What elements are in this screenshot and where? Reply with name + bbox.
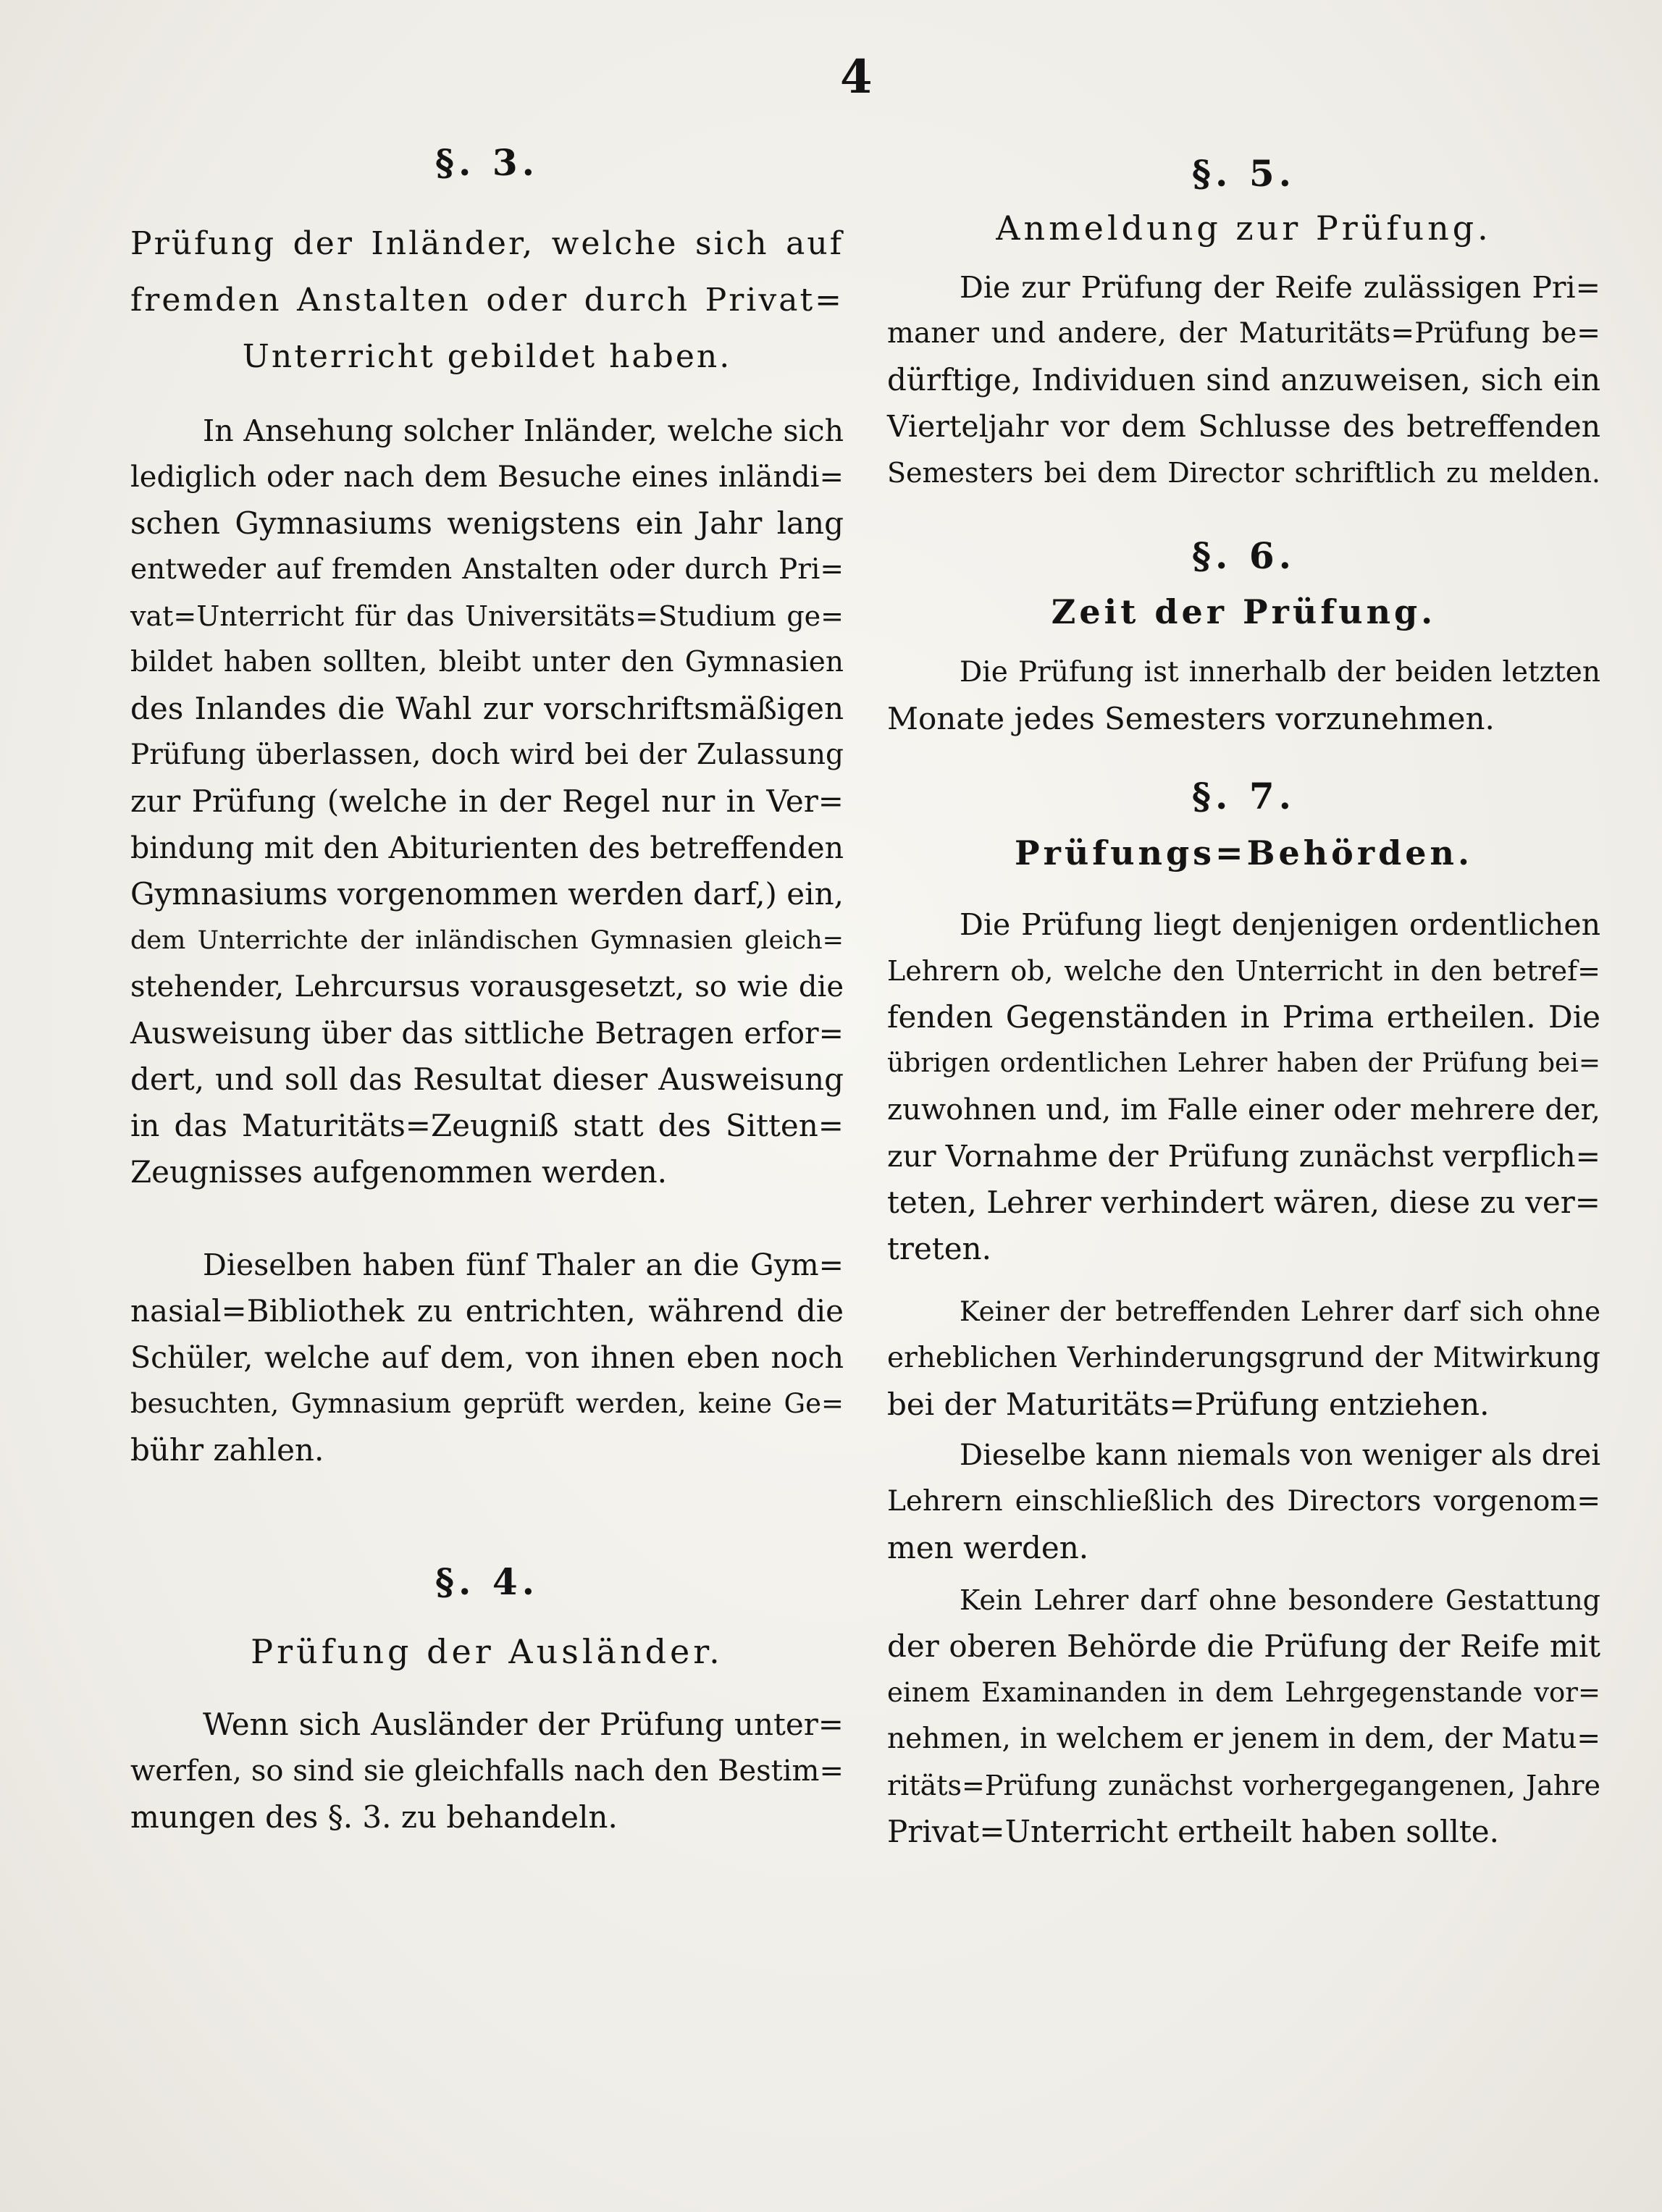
text-line: fenden Gegenständen in Prima ertheilen. Die bbox=[887, 999, 1600, 1035]
text-line: Lehrern ob, welche den Unterricht in den betref= bbox=[887, 955, 1600, 987]
text-line: bei der Maturitäts=Prüfung entziehen. bbox=[887, 1387, 1490, 1422]
text-line: besuchten, Gymnasium geprüft werden, keine Ge= bbox=[130, 1388, 844, 1419]
text-line: Kein Lehrer darf ohne besondere Gestattung bbox=[960, 1584, 1600, 1616]
section-7-paragraph-2 bbox=[887, 1289, 1600, 1428]
text-line: zuwohnen und, im Falle einer oder mehrere der, bbox=[887, 1093, 1600, 1127]
text-line: Die zur Prüfung der Reife zulässigen Pri= bbox=[960, 270, 1600, 305]
text-line: bühr zahlen. bbox=[130, 1432, 324, 1468]
text-line: Monate jedes Semesters vorzunehmen. bbox=[887, 701, 1495, 736]
section-6-title: Zeit der Prüfung. bbox=[1051, 592, 1437, 631]
text-line: In Ansehung solcher Inländer, welche sich bbox=[203, 413, 844, 448]
text-line: nehmen, in welchem er jenem in dem, der Matu= bbox=[887, 1723, 1600, 1755]
text-line: treten. bbox=[887, 1231, 991, 1266]
text-line: Ausweisung über das sittliche Betragen erfor= bbox=[130, 1016, 844, 1051]
text-line: des Inlandes die Wahl zur vorschriftsmäßigen bbox=[130, 691, 844, 726]
text-line: dem Unterrichte der inländischen Gymnasien gleich= bbox=[130, 926, 844, 955]
section-4-title: Prüfung der Ausländer. bbox=[251, 1632, 723, 1671]
title-line: Prüfung der Inländer, welche sich auf bbox=[130, 225, 844, 262]
text-line: bildet haben sollten, bleibt unter den Gymnasien bbox=[130, 646, 844, 678]
section-7-paragraph-1 bbox=[887, 901, 1600, 1272]
section-7-number: §. 7. bbox=[1191, 775, 1296, 817]
section-5-paragraph-1 bbox=[887, 264, 1600, 496]
text-line: Schüler, welche auf dem, von ihnen eben noch bbox=[130, 1340, 844, 1375]
text-line: der oberen Behörde die Prüfung der Reife mit bbox=[887, 1628, 1600, 1664]
text-line: ritäts=Prüfung zunächst vorhergegangenen, Jahre bbox=[887, 1770, 1600, 1801]
text-line: men werden. bbox=[887, 1530, 1089, 1565]
text-line: Semesters bei dem Director schriftlich zu melden. bbox=[887, 457, 1600, 489]
section-4-paragraph-1 bbox=[130, 1702, 844, 1841]
text-line: teten, Lehrer verhindert wären, diese zu ver= bbox=[887, 1185, 1600, 1220]
text-line: werfen, so sind sie gleichfalls nach den Bestim= bbox=[130, 1754, 844, 1788]
text-line: Prüfung überlassen, doch wird bei der Zulassung bbox=[130, 739, 844, 771]
section-6-paragraph-1 bbox=[887, 649, 1600, 742]
text-line: mungen des §. 3. zu behandeln. bbox=[130, 1799, 618, 1835]
text-line: übrigen ordentlichen Lehrer haben der Prüfung bei= bbox=[887, 1048, 1600, 1078]
text-line: dert, und soll das Resultat dieser Ausweisung bbox=[130, 1061, 844, 1097]
text-line: Vierteljahr vor dem Schlusse des betreffenden bbox=[887, 409, 1600, 444]
section-5-title: Anmeldung zur Prüfung. bbox=[996, 209, 1492, 248]
section-3-number: §. 3. bbox=[435, 141, 540, 184]
title-line: fremden Anstalten oder durch Privat= bbox=[130, 282, 844, 319]
text-line: stehender, Lehrcursus vorausgesetzt, so wie die bbox=[130, 970, 844, 1004]
text-line: zur Vornahme der Prüfung zunächst verpflich= bbox=[887, 1139, 1600, 1174]
text-line: lediglich oder nach dem Besuche eines inländi= bbox=[130, 461, 844, 494]
text-line: einem Examinanden in dem Lehrgegenstande vor= bbox=[887, 1677, 1600, 1708]
text-line: Gymnasiums vorgenommen werden darf,) ein, bbox=[130, 876, 844, 912]
section-7-title: Prüfungs=Behörden. bbox=[1015, 833, 1473, 872]
section-3-title bbox=[130, 216, 844, 385]
text-line: nasial=Bibliothek zu entrichten, während die bbox=[130, 1293, 844, 1329]
text-line: Dieselbe kann niemals von weniger als drei bbox=[960, 1439, 1600, 1472]
text-line: bindung mit den Abiturienten des betreffenden bbox=[130, 830, 844, 865]
section-7-paragraph-3 bbox=[887, 1432, 1600, 1571]
section-3-paragraph-1 bbox=[130, 408, 844, 1195]
section-4-number: §. 4. bbox=[435, 1560, 540, 1603]
text-line: Zeugnisses aufgenommen werden. bbox=[130, 1154, 667, 1190]
text-line: Die Prüfung ist innerhalb der beiden letzten bbox=[960, 656, 1600, 689]
text-line: schen Gymnasiums wenigstens ein Jahr lang bbox=[130, 505, 844, 541]
text-line: Privat=Unterricht ertheilt haben sollte. bbox=[887, 1814, 1500, 1849]
text-line: vat=Unterricht für das Universitäts=Studium ge= bbox=[130, 600, 844, 632]
text-line: entweder auf fremden Anstalten oder durch Pri= bbox=[130, 553, 844, 586]
text-line: in das Maturitäts=Zeugniß statt des Sitten= bbox=[130, 1108, 844, 1143]
text-line: Keiner der betreffenden Lehrer darf sich ohne bbox=[960, 1296, 1600, 1327]
section-6-number: §. 6. bbox=[1191, 534, 1296, 577]
text-line: Dieselben haben fünf Thaler an die Gym= bbox=[203, 1248, 844, 1282]
page-number: 4 bbox=[840, 50, 873, 104]
text-line: Die Prüfung liegt denjenigen ordentlichen bbox=[960, 907, 1600, 942]
title-line: Unterricht gebildet haben. bbox=[242, 338, 732, 375]
text-line: zur Prüfung (welche in der Regel nur in Ver= bbox=[130, 783, 844, 819]
text-line: dürftige, Individuen sind anzuweisen, sich ein bbox=[887, 362, 1600, 398]
text-line: Wenn sich Ausländer der Prüfung unter= bbox=[203, 1707, 844, 1742]
text-line: Lehrern einschließlich des Directors vorgenom= bbox=[887, 1485, 1600, 1518]
text-line: erheblichen Verhinderungsgrund der Mitwirkung bbox=[887, 1342, 1600, 1374]
section-7-paragraph-4 bbox=[887, 1577, 1600, 1855]
section-3-paragraph-2 bbox=[130, 1242, 844, 1473]
text-line: maner und andere, der Maturitäts=Prüfung be= bbox=[887, 317, 1600, 350]
section-5-number: §. 5. bbox=[1191, 152, 1296, 195]
